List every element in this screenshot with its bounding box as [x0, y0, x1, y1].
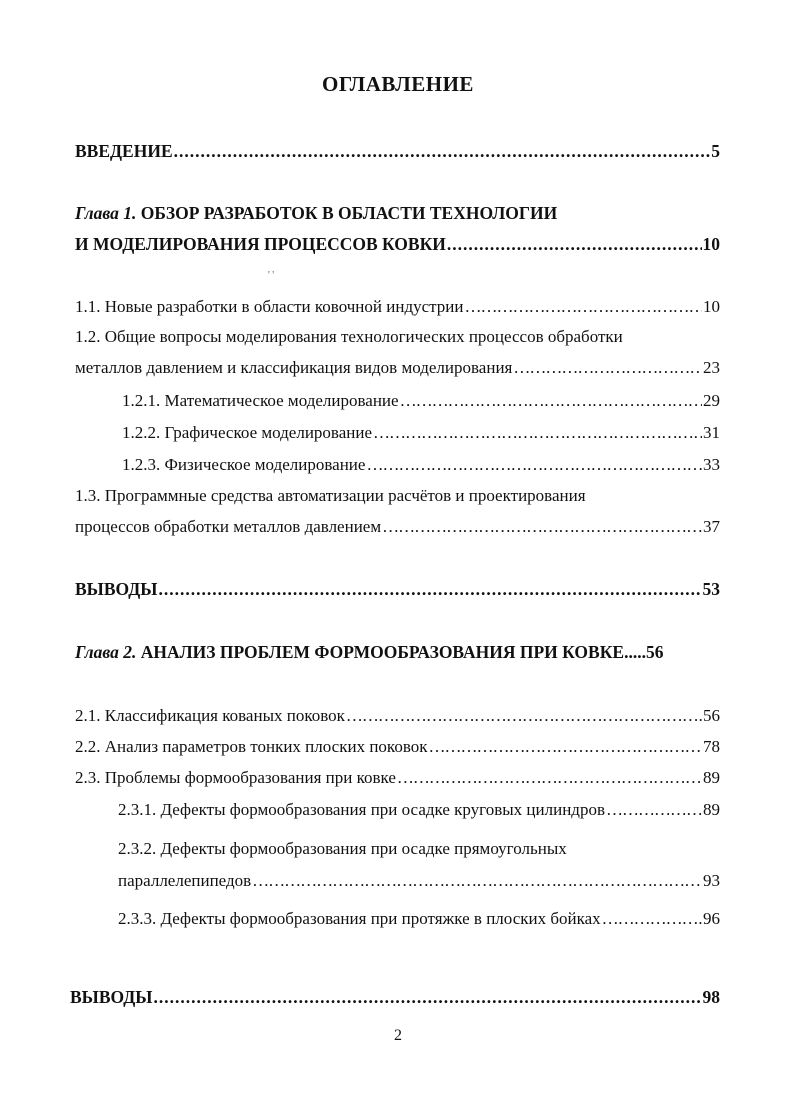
toc-entry-2-3[interactable]	[75, 767, 720, 789]
toc-entry-2-3-1[interactable]	[118, 799, 720, 821]
leader-dots	[373, 422, 702, 444]
entry-text: АНАЛИЗ ПРОБЛЕМ ФОРМООБРАЗОВАНИЯ ПРИ КОВКЕ	[136, 642, 625, 662]
toc-entry-1-3-line2[interactable]	[75, 516, 720, 538]
leader-dots	[602, 908, 702, 930]
toc-entry-2-3-3[interactable]	[118, 908, 720, 930]
toc-entry-1-2-3[interactable]	[122, 454, 720, 476]
toc-entry-2-1[interactable]	[75, 705, 720, 727]
entry-text: процессов обработки металлов давлением	[75, 517, 382, 536]
entry-page: 98	[702, 987, 720, 1007]
entry-text: 2.2. Анализ параметров тонких плоских поковок	[75, 737, 428, 756]
leader-dots	[447, 233, 702, 255]
leader-dots	[154, 986, 702, 1008]
leader-dots	[346, 705, 702, 727]
toc-entry-intro[interactable]	[75, 140, 720, 162]
leader-dots	[397, 767, 702, 789]
entry-text: 2.3. Проблемы формообразования при ковке	[75, 768, 396, 787]
toc-entry-1-3-line1[interactable]: 1.3. Программные средства автоматизации расчётов и проектирования	[75, 486, 586, 505]
leader-dots: .....	[624, 642, 646, 662]
leader-dots	[159, 578, 702, 600]
entry-page: 29	[703, 391, 720, 410]
entry-text: 1.2.1. Математическое моделирование	[122, 391, 399, 410]
entry-text: ОБЗОР РАЗРАБОТОК В ОБЛАСТИ ТЕХНОЛОГИИ	[136, 203, 558, 223]
entry-text: 2.3.3. Дефекты формообразования при протяжке в плоских бойках	[118, 909, 601, 928]
entry-page: 10	[703, 297, 720, 316]
toc-entry-2-2[interactable]	[75, 736, 720, 758]
page-number: 2	[394, 1027, 402, 1044]
entry-page: 78	[703, 737, 720, 756]
toc-entry-1-2-2[interactable]	[122, 422, 720, 444]
leader-dots	[464, 296, 702, 318]
entry-text: И МОДЕЛИРОВАНИЯ ПРОЦЕССОВ КОВКИ	[75, 234, 446, 254]
toc-entry-2-3-2-line2[interactable]	[118, 870, 720, 892]
chapter-label: Глава 1.	[75, 203, 137, 223]
entry-page: 89	[703, 800, 720, 819]
entry-page: 33	[703, 455, 720, 474]
entry-page: 56	[645, 642, 664, 662]
page-title: ОГЛАВЛЕНИЕ	[322, 72, 474, 96]
entry-page: 53	[702, 579, 720, 599]
leader-dots	[400, 390, 702, 412]
leader-dots	[382, 516, 702, 538]
entry-text: 1.2.3. Физическое моделирование	[122, 455, 366, 474]
toc-entry-conclusions-2[interactable]	[70, 986, 720, 1008]
entry-page: 5	[711, 141, 720, 161]
entry-text: 1.1. Новые разработки в области ковочной индустрии	[75, 297, 464, 316]
entry-text: 2.1. Классификация кованых поковок	[75, 706, 345, 725]
toc-entry-chapter1-line1[interactable]	[75, 202, 557, 224]
leader-dots	[174, 140, 711, 162]
entry-text: 2.3.1. Дефекты формообразования при осадке круговых цилиндров	[118, 800, 605, 819]
leader-dots	[252, 870, 702, 892]
entry-page: 93	[703, 871, 720, 890]
entry-page: 56	[703, 706, 720, 725]
toc-entry-1-2-line1[interactable]: 1.2. Общие вопросы моделирования технологических процессов обработки	[75, 327, 623, 346]
entry-text: ВВЕДЕНИЕ	[75, 141, 173, 161]
toc-entry-chapter1-line2[interactable]	[75, 233, 720, 255]
toc-entry-1-2-1[interactable]	[122, 390, 720, 412]
toc-entry-conclusions-1[interactable]	[75, 578, 720, 600]
entry-text: металлов давлением и классификация видов моделирования	[75, 358, 513, 377]
entry-text: 1.2.2. Графическое моделирование	[122, 423, 373, 442]
leader-dots	[429, 736, 702, 758]
entry-page: 23	[703, 358, 720, 377]
toc-entry-1-2-line2[interactable]	[75, 357, 720, 379]
toc-entry-2-3-2-line1[interactable]: 2.3.2. Дефекты формообразования при осадке прямоугольных	[118, 839, 567, 858]
entry-page: 31	[703, 423, 720, 442]
leader-dots	[513, 357, 702, 379]
toc-entry-chapter2[interactable]	[75, 641, 663, 663]
leader-dots	[606, 799, 702, 821]
leader-dots	[366, 454, 702, 476]
toc-entry-1-1[interactable]	[75, 296, 720, 318]
chapter-label: Глава 2.	[75, 642, 137, 662]
entry-text: ВЫВОДЫ	[75, 579, 158, 599]
entry-page: 96	[703, 909, 720, 928]
entry-page: 89	[703, 768, 720, 787]
entry-text: параллелепипедов	[118, 871, 252, 890]
entry-page: 37	[703, 517, 720, 536]
entry-text: ВЫВОДЫ	[70, 987, 153, 1007]
scan-speck: ' '	[268, 270, 275, 281]
entry-page: 10	[702, 234, 720, 254]
